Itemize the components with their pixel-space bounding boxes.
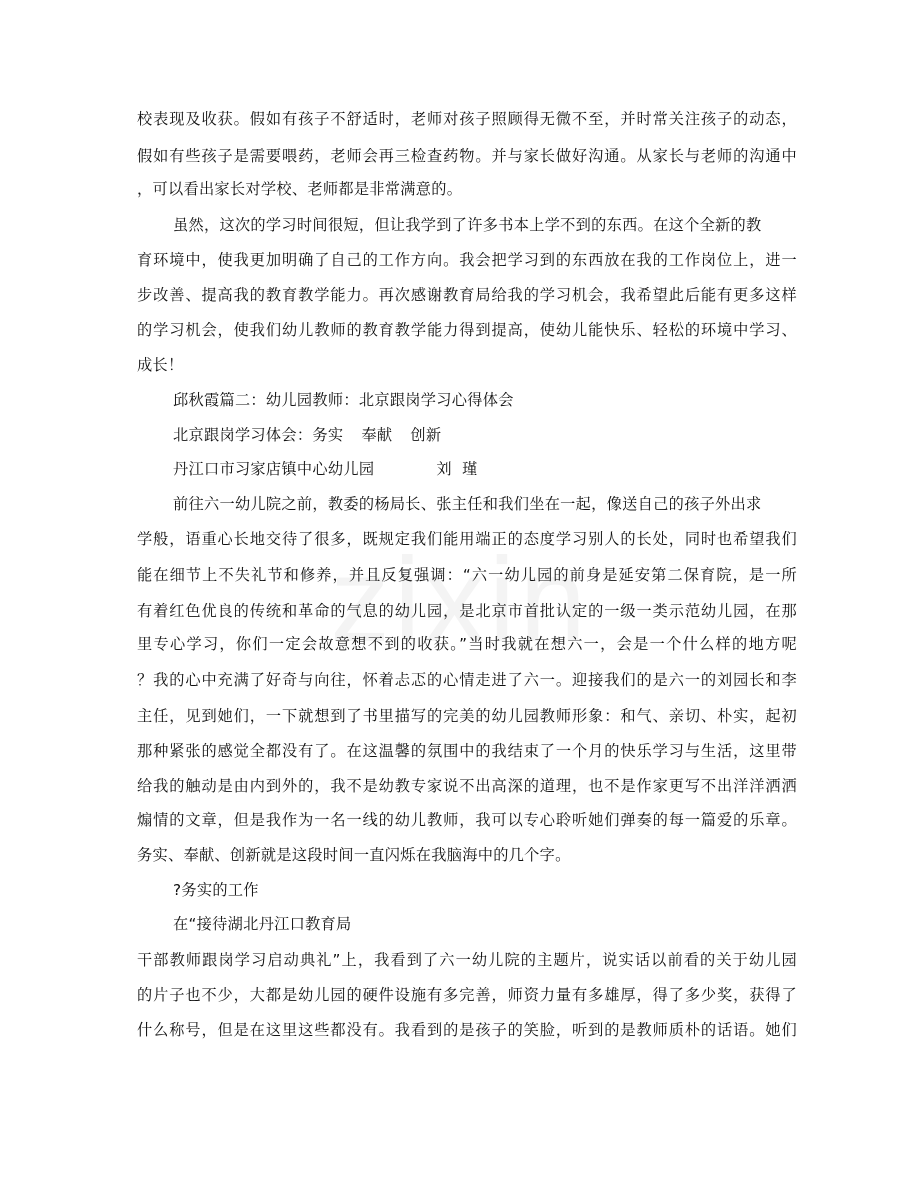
paragraph-line: 育环境中，使我更加明确了自己的工作方向。我会把学习到的东西放在我的工作岗位上，进一 xyxy=(137,251,797,269)
paragraph-line: 的学习机会，使我们幼儿教师的教育教学能力得到提高，使幼儿能快乐、轻松的环境中学习、 xyxy=(137,321,797,339)
paragraph-line: 能在细节上不失礼节和修养，并且反复强调：“六一幼儿园的前身是延安第二保育院，是一所 xyxy=(137,566,797,584)
author-name: 刘 瑾 xyxy=(436,460,478,478)
paragraph-line: 学般，语重心长地交待了很多，既规定我们能用端正的态度学习别人的长处，同时也希望我们 xyxy=(137,530,797,548)
subtitle-main: 北京跟岗学习体会：务实 xyxy=(173,426,344,444)
author-line xyxy=(173,459,833,479)
paragraph-line: 假如有些孩子是需要喂药，老师会再三检查药物。并与家长做好沟通。从家长与老师的沟通中 xyxy=(137,147,797,165)
subtitle-word-innovation: 创新 xyxy=(410,426,442,444)
paragraph-line: ？我的心中充满了好奇与向往，怀着忐忑的心情走进了六一。迎接我们的是六一的刘园长和李 xyxy=(137,671,797,689)
section-heading: ?务实的工作 xyxy=(173,881,259,899)
paragraph-line: 的片子也不少，大都是幼儿园的硬件设施有多完善，师资力量有多雄厚，得了多少奖，获得了 xyxy=(137,986,797,1004)
paragraph-line: 煽情的文章，但是我作为一名一线的幼儿教师，我可以专心聆听她们弹奏的每一篇爱的乐章。 xyxy=(137,811,797,829)
paragraph-line: ，可以看出家长对学校、老师都是非常满意的。 xyxy=(137,180,463,198)
subtitle-word-dedication: 奉献 xyxy=(361,426,393,444)
paragraph-line: 主任，见到她们，一下就想到了书里描写的完美的幼儿园教师形象：和气、亲切、朴实，起初 xyxy=(137,707,797,725)
paragraph-line: 那种紧张的感觉全都没有了。在这温馨的氛围中的我结束了一个月的快乐学习与生活，这里带 xyxy=(137,742,797,760)
paragraph-line: 干部教师跟岗学习启动典礼”上，我看到了六一幼儿院的主题片，说实话以前看的关于幼儿园 xyxy=(137,951,797,969)
paragraph-line: 虽然，这次的学习时间很短，但让我学到了许多书本上学不到的东西。在这个全新的教 xyxy=(173,216,762,234)
subtitle-line xyxy=(173,425,833,445)
paragraph-line: 有着红色优良的传统和革命的气息的幼儿园，是北京市首批认定的一级一类示范幼儿园，在那 xyxy=(137,602,797,620)
paragraph-line: 步改善、提高我的教育教学能力。再次感谢教育局给我的学习机会，我希望此后能有更多这样 xyxy=(137,286,797,304)
paragraph-line: 成长！ xyxy=(137,356,184,374)
paragraph-line: 什么称号，但是在这里这些都没有。我看到的是孩子的笑脸，听到的是教师质朴的话语。她们 xyxy=(137,1021,797,1039)
paragraph-line: 前往六一幼儿院之前，教委的杨局长、张主任和我们坐在一起，像送自己的孩子外出求 xyxy=(173,495,762,513)
paragraph-line: 在“接待湖北丹江口教育局 xyxy=(173,915,352,933)
paragraph-line: 里专心学习，你们一定会故意想不到的收获。”当时我就在想六一，会是一个什么样的地方呢 xyxy=(137,635,797,653)
paragraph-line: 校表现及收获。假如有孩子不舒适时，老师对孩子照顾得无微不至，并时常关注孩子的动态， xyxy=(137,110,797,128)
paragraph-line: 给我的触动是由内到外的，我不是幼教专家说不出高深的道理，也不是作家更写不出洋洋洒洒 xyxy=(137,777,797,795)
author-school: 丹江口市习家店镇中心幼儿园 xyxy=(173,460,375,478)
article-title: 邱秋霞篇二：幼儿园教师：北京跟岗学习心得体会 xyxy=(173,391,514,409)
paragraph-line: 务实、奉献、创新就是这段时间一直闪烁在我脑海中的几个字。 xyxy=(137,846,571,864)
